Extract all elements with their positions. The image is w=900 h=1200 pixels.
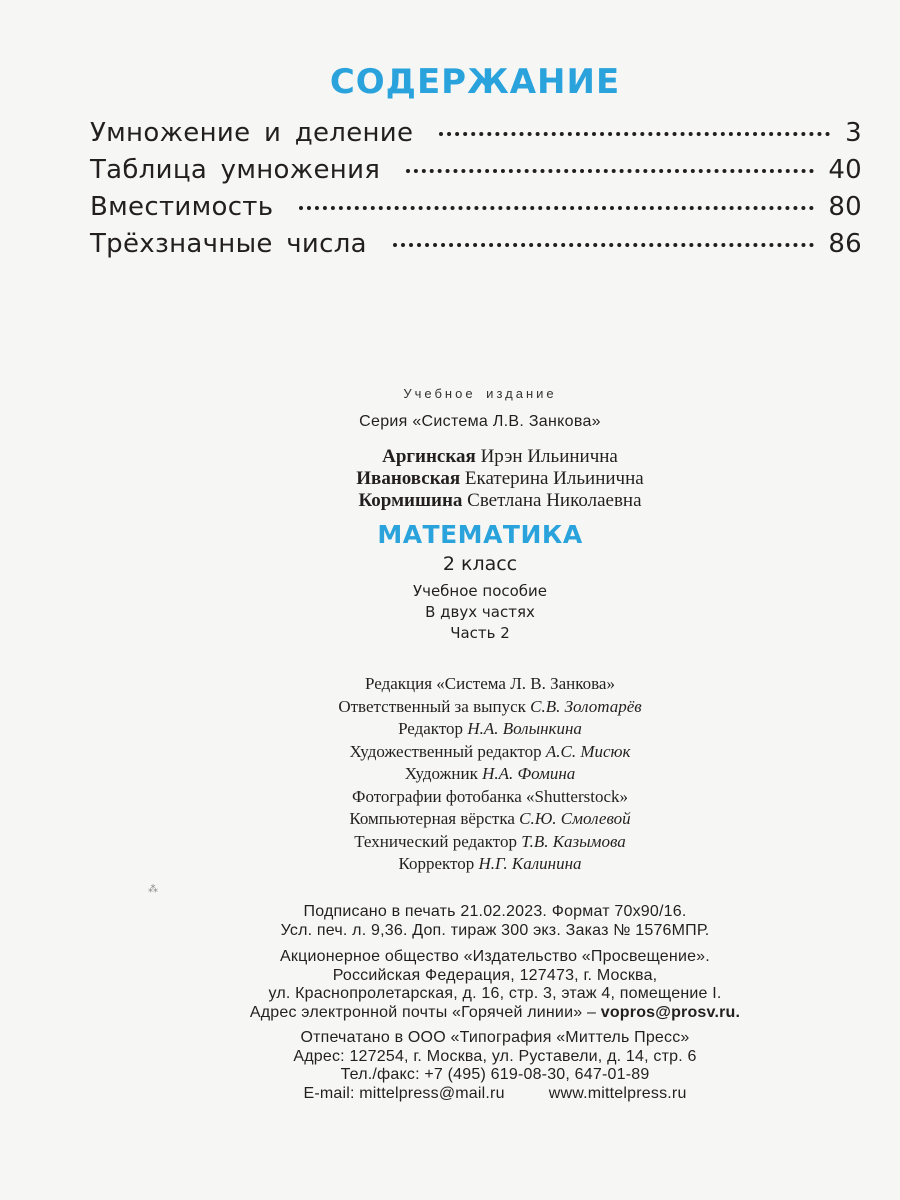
credit-line — [0, 763, 900, 786]
contents-title: СОДЕРЖАНИЕ — [329, 62, 621, 102]
credit-line — [0, 786, 900, 809]
credit-role: Ответственный за выпуск — [338, 696, 526, 716]
credit-line — [0, 808, 900, 831]
credit-name: Н.А. Волынкина — [467, 719, 582, 738]
printing-info — [0, 903, 900, 940]
author-last-name: Аргинская — [382, 446, 476, 467]
dot-leader — [393, 243, 814, 247]
subtitle-line: Часть 2 — [450, 624, 510, 642]
contents-item — [90, 118, 862, 155]
hotline-label: Адрес электронной почты «Горячей линии» – — [249, 1003, 597, 1021]
credit-role: Компьютерная вёрстка — [349, 809, 515, 828]
credits — [0, 673, 900, 876]
subtitle-block — [0, 581, 900, 644]
contents-item — [90, 229, 862, 266]
credit-name: А.С. Мисюк — [545, 741, 631, 761]
credit-role: Редакция «Система Л. В. Занкова» — [365, 674, 615, 693]
printing-signed: Подписано в печать 21.02.2023. Формат 70x90/16. — [303, 903, 687, 920]
author-last-name: Кормишина — [358, 490, 463, 511]
hotline-email: vopros@prosv.ru. — [600, 1003, 741, 1021]
credit-name: Н.Г. Калинина — [478, 854, 582, 873]
credit-name: С.В. Золотарёв — [530, 696, 642, 716]
author — [0, 490, 900, 512]
edition-type: Учебное издание — [403, 386, 557, 401]
contents-item-label: Умножение и деление — [90, 118, 414, 148]
credit-name: Т.В. Казымова — [521, 831, 626, 851]
author-first-name: Екатерина Ильинична — [464, 468, 644, 489]
contents-item-page: 80 — [828, 192, 862, 222]
credit-line — [0, 718, 900, 741]
printer-address: Адрес: 127254, г. Москва, ул. Руставели, д. 14, стр. 6 — [293, 1047, 697, 1065]
publisher-info — [0, 948, 900, 1022]
credit-name: Н.А. Фомина — [482, 764, 576, 783]
credit-line — [0, 831, 900, 854]
dot-leader — [439, 132, 830, 136]
dot-leader — [406, 169, 814, 173]
book-title: МАТЕМАТИКА — [377, 520, 583, 549]
author — [0, 468, 900, 490]
dot-leader — [299, 206, 814, 210]
credit-role: Технический редактор — [354, 831, 517, 851]
printer-website: www.mittelpress.ru — [548, 1084, 687, 1102]
contents-item-page: 40 — [828, 155, 862, 185]
contents-item — [90, 155, 862, 192]
contents-item-label: Таблица умножения — [90, 155, 381, 185]
contents-item-page: 86 — [828, 229, 862, 259]
credit-role: Художественный редактор — [349, 741, 542, 761]
publisher-address-line: ул. Краснопролетарская, д. 16, стр. 3, этаж 4, помещение I. — [268, 985, 722, 1003]
credit-line — [0, 696, 900, 719]
contents-item-page: 3 — [845, 118, 862, 148]
publisher-hotline — [0, 1004, 900, 1023]
printing-volume: Усл. печ. л. 9,36. Доп. тираж 300 экз. Заказ № 1576МПР. — [280, 921, 710, 939]
author-first-name: Ирэн Ильинична — [480, 446, 618, 467]
credit-line — [0, 741, 900, 764]
contents-item-label: Вместимость — [90, 192, 274, 222]
print-mark: ⁂ — [148, 884, 158, 895]
series-name: Серия «Система Л.В. Занкова» — [359, 413, 601, 430]
credit-role: Редактор — [398, 719, 464, 738]
printer-phone: Тел./факс: +7 (495) 619-08-30, 647-01-89 — [340, 1066, 650, 1084]
grade: 2 класс — [442, 553, 518, 575]
author-first-name: Светлана Николаевна — [467, 490, 642, 511]
credit-role: Фотографии фотобанка «Shutterstock» — [352, 786, 628, 806]
subtitle-line: В двух частях — [425, 603, 535, 621]
credit-line — [0, 853, 900, 876]
credit-role: Художник — [404, 764, 478, 783]
publisher-name: Акционерное общество «Издательство «Просвещение». — [280, 948, 710, 965]
credit-name: С.Ю. Смолевой — [519, 809, 631, 828]
contents-item — [90, 192, 862, 229]
credit-line — [0, 673, 900, 696]
contents-item-label: Трёхзначные числа — [90, 229, 367, 259]
printer-info — [0, 1029, 900, 1103]
author — [0, 446, 900, 468]
contents-list — [90, 118, 862, 266]
publisher-address-line: Российская Федерация, 127473, г. Москва, — [332, 966, 658, 984]
printer-email: E-mail: mittelpress@mail.ru — [303, 1084, 505, 1102]
subtitle-line: Учебное пособие — [412, 582, 548, 600]
credit-role: Корректор — [398, 854, 475, 873]
author-last-name: Ивановская — [356, 468, 461, 489]
printer-contacts — [0, 1085, 900, 1104]
authors — [0, 446, 900, 512]
printer-name: Отпечатано в ООО «Типография «Миттель Пресс» — [300, 1029, 690, 1046]
